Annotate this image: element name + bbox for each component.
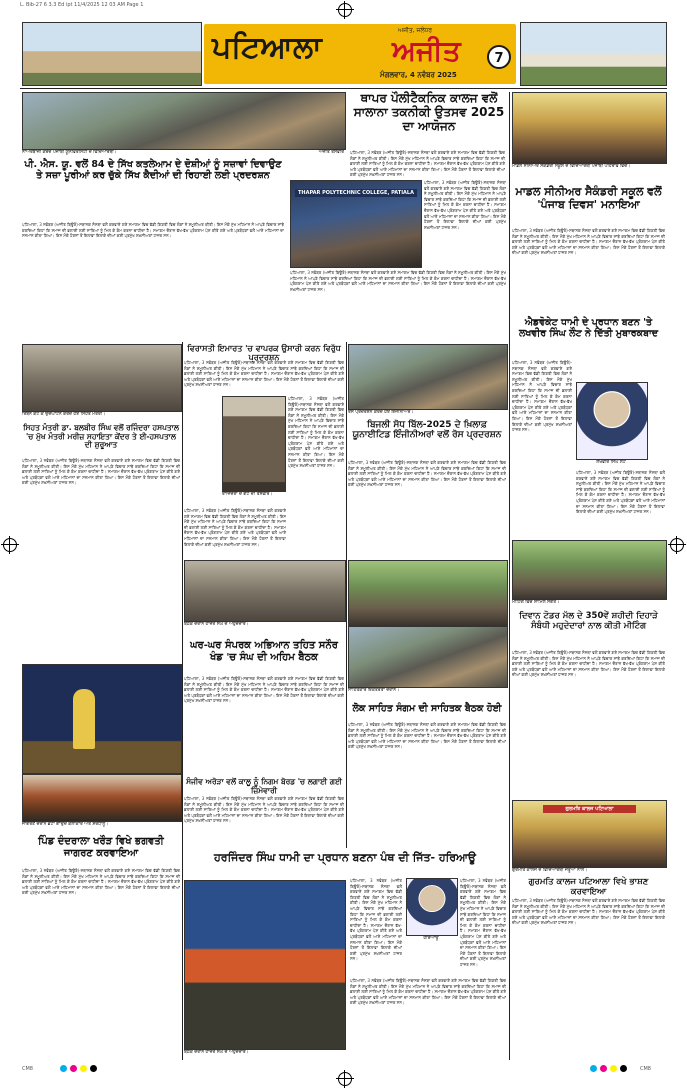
electricity-caption: ਰੋਸ ਪ੍ਰਦਰਸ਼ਨ ਕਰਦੇ ਹੋਏ ਇੰਜੀਨੀਅਰ। <box>348 410 414 415</box>
advocate-dhami-body-1: ਪਟਿਆਲਾ, 3 ਨਵੰਬਰ (ਅਜੀਤ ਬਿਊਰੋ)-ਸਥਾਨਕ ਸੰਸਥਾ ਵਲੋਂ ਕਰਵਾਏ ਗਏ ਸਮਾਗਮ ਵਿਚ ਵੱਡੀ ਗਿਣਤੀ ਵਿਚ ਲੋਕਾਂ ਨੇ ਸ਼ਮੂਲੀਅਤ ਕੀਤੀ। ਇਸ ਮੌਕੇ ਮੁੱਖ ਮਹਿਮਾਨ ਨੇ ਆਪਣੇ ਵਿਚਾਰ ਸਾਂਝੇ ਕਰਦਿਆਂ ਕਿਹਾ ਕਿ ਸਮਾਜ ਦੀ ਭਲਾਈ ਲਈ ਸਾਰਿਆਂ ਨੂੰ ਮਿਲ ਕੇ ਕੰਮ ਕਰਨਾ ਚਾਹੀਦਾ ਹੈ। ਸਮਾਗਮ ਦੌਰਾਨ ਵੱਖ-ਵੱਖ ਪ੍ਰੋਗਰਾਮ ਪੇਸ਼ ਕੀਤੇ ਗਏ ਅਤੇ ਪ੍ਰਬੰਧਕਾਂ ਵਲੋਂ ਆਏ ਮਹਿਮਾਨਾਂ ਦਾ ਸਨਮਾਨ ਕੀਤਾ ਗਿਆ। ਇਸ ਮੌਕੇ ਹੋਰਨਾਂ ਤੋਂ ਇਲਾਵਾ ਇਲਾਕੇ ਦੀਆਂ ਕਈ ਪ੍ਰਮੁੱਖ ਸ਼ਖ਼ਸੀਅਤਾਂ ਹਾਜ਼ਰ ਸਨ। <box>512 360 572 433</box>
registration-mark-top <box>338 3 352 17</box>
sangh-photo <box>184 560 346 622</box>
model-school-body: ਪਟਿਆਲਾ, 3 ਨਵੰਬਰ (ਅਜੀਤ ਬਿਊਰੋ)-ਸਥਾਨਕ ਸੰਸਥਾ ਵਲੋਂ ਕਰਵਾਏ ਗਏ ਸਮਾਗਮ ਵਿਚ ਵੱਡੀ ਗਿਣਤੀ ਵਿਚ ਲੋਕਾਂ ਨੇ ਸ਼ਮੂਲੀਅਤ ਕੀਤੀ। ਇਸ ਮੌਕੇ ਮੁੱਖ ਮਹਿਮਾਨ ਨੇ ਆਪਣੇ ਵਿਚਾਰ ਸਾਂਝੇ ਕਰਦਿਆਂ ਕਿਹਾ ਕਿ ਸਮਾਜ ਦੀ ਭਲਾਈ ਲਈ ਸਾਰਿਆਂ ਨੂੰ ਮਿਲ ਕੇ ਕੰਮ ਕਰਨਾ ਚਾਹੀਦਾ ਹੈ। ਸਮਾਗਮ ਦੌਰਾਨ ਵੱਖ-ਵੱਖ ਪ੍ਰੋਗਰਾਮ ਪੇਸ਼ ਕੀਤੇ ਗਏ ਅਤੇ ਪ੍ਰਬੰਧਕਾਂ ਵਲੋਂ ਆਏ ਮਹਿਮਾਨਾਂ ਦਾ ਸਨਮਾਨ ਕੀਤਾ ਗਿਆ। ਇਸ ਮੌਕੇ ਹੋਰਨਾਂ ਤੋਂ ਇਲਾਵਾ ਇਲਾਕੇ ਦੀਆਂ ਕਈ ਪ੍ਰਮੁੱਖ ਸ਼ਖ਼ਸੀਅਤਾਂ ਹਾਜ਼ਰ ਸਨ। <box>512 228 665 256</box>
footer-code-left: CM8 <box>22 1066 33 1072</box>
sanjeev-arora-body: ਪਟਿਆਲਾ, 3 ਨਵੰਬਰ (ਅਜੀਤ ਬਿਊਰੋ)-ਸਥਾਨਕ ਸੰਸਥਾ ਵਲੋਂ ਕਰਵਾਏ ਗਏ ਸਮਾਗਮ ਵਿਚ ਵੱਡੀ ਗਿਣਤੀ ਵਿਚ ਲੋਕਾਂ ਨੇ ਸ਼ਮੂਲੀਅਤ ਕੀਤੀ। ਇਸ ਮੌਕੇ ਮੁੱਖ ਮਹਿਮਾਨ ਨੇ ਆਪਣੇ ਵਿਚਾਰ ਸਾਂਝੇ ਕਰਦਿਆਂ ਕਿਹਾ ਕਿ ਸਮਾਜ ਦੀ ਭਲਾਈ ਲਈ ਸਾਰਿਆਂ ਨੂੰ ਮਿਲ ਕੇ ਕੰਮ ਕਰਨਾ ਚਾਹੀਦਾ ਹੈ। ਸਮਾਗਮ ਦੌਰਾਨ ਵੱਖ-ਵੱਖ ਪ੍ਰੋਗਰਾਮ ਪੇਸ਼ ਕੀਤੇ ਗਏ ਅਤੇ ਪ੍ਰਬੰਧਕਾਂ ਵਲੋਂ ਆਏ ਮਹਿਮਾਨਾਂ ਦਾ ਸਨਮਾਨ ਕੀਤਾ ਗਿਆ। ਇਸ ਮੌਕੇ ਹੋਰਨਾਂ ਤੋਂ ਇਲਾਵਾ ਇਲਾਕੇ ਦੀਆਂ ਕਈ ਪ੍ਰਮੁੱਖ ਸ਼ਖ਼ਸੀਅਤਾਂ ਹਾਜ਼ਰ ਸਨ। <box>184 796 344 824</box>
advocate-dhami-headline: ਐਡਵੋਕੇਟ ਧਾਮੀ ਦੇ ਪ੍ਰਧਾਨ ਬਣਨ 'ਤੇ ਲਖਵੀਰ ਸਿੰਘ ਲੌਟ ਨੇ ਦਿੱਤੀ ਮੁਬਾਰਕਬਾਦ <box>518 317 659 339</box>
page-number-badge <box>487 45 511 69</box>
lok-sahit-headline: ਲੋਕ ਸਾਹਿਤ ਸੰਗਮ ਦੀ ਸਾਹਿਤਕ ਬੈਠਕ ਹੋਈ <box>352 703 502 714</box>
polytechnic-body-1: ਪਟਿਆਲਾ, 3 ਨਵੰਬਰ (ਅਜੀਤ ਬਿਊਰੋ)-ਸਥਾਨਕ ਸੰਸਥਾ ਵਲੋਂ ਕਰਵਾਏ ਗਏ ਸਮਾਗਮ ਵਿਚ ਵੱਡੀ ਗਿਣਤੀ ਵਿਚ ਲੋਕਾਂ ਨੇ ਸ਼ਮੂਲੀਅਤ ਕੀਤੀ। ਇਸ ਮੌਕੇ ਮੁੱਖ ਮਹਿਮਾਨ ਨੇ ਆਪਣੇ ਵਿਚਾਰ ਸਾਂਝੇ ਕਰਦਿਆਂ ਕਿਹਾ ਕਿ ਸਮਾਜ ਦੀ ਭਲਾਈ ਲਈ ਸਾਰਿਆਂ ਨੂੰ ਮਿਲ ਕੇ ਕੰਮ ਕਰਨਾ ਚਾਹੀਦਾ ਹੈ। ਸਮਾਗਮ ਦੌਰਾਨ ਵੱਖ-ਵੱਖ ਪ੍ਰੋਗਰਾਮ ਪੇਸ਼ ਕੀਤੇ ਗਏ ਅਤੇ ਪ੍ਰਬੰਧਕਾਂ ਵਲੋਂ ਆਏ ਮਹਿਮਾਨਾਂ ਦਾ ਸਨਮਾਨ ਕੀਤਾ ਗਿਆ। ਇਸ ਮੌਕੇ ਹੋਰਨਾਂ ਤੋਂ ਇਲਾਵਾ ਇਲਾਕੇ ਦੀਆਂ ਕਈ ਪ੍ਰਮੁੱਖ ਸ਼ਖ਼ਸੀਅਤਾਂ ਹਾਜ਼ਰ ਸਨ। <box>350 150 505 178</box>
masthead-city: ਪਟਿਆਲਾ <box>212 30 322 65</box>
model-school-caption: ਮਾਡਲ ਸੀਨੀਅਰ ਸੈਕੰਡਰੀ ਸਕੂਲ ਦੇ ਵਿਦਿਆਰਥੀ ਪੰਜਾਬੀ ਪਹਿਰਾਵੇ ਵਿਚ। <box>512 164 631 169</box>
color-swatch-magenta-2 <box>600 1065 607 1072</box>
polytechnic-banner: THAPAR POLYTECHNIC COLLEGE, PATIALA <box>295 189 417 197</box>
gurmat-body: ਪਟਿਆਲਾ, 3 ਨਵੰਬਰ (ਅਜੀਤ ਬਿਊਰੋ)-ਸਥਾਨਕ ਸੰਸਥਾ ਵਲੋਂ ਕਰਵਾਏ ਗਏ ਸਮਾਗਮ ਵਿਚ ਵੱਡੀ ਗਿਣਤੀ ਵਿਚ ਲੋਕਾਂ ਨੇ ਸ਼ਮੂਲੀਅਤ ਕੀਤੀ। ਇਸ ਮੌਕੇ ਮੁੱਖ ਮਹਿਮਾਨ ਨੇ ਆਪਣੇ ਵਿਚਾਰ ਸਾਂਝੇ ਕਰਦਿਆਂ ਕਿਹਾ ਕਿ ਸਮਾਜ ਦੀ ਭਲਾਈ ਲਈ ਸਾਰਿਆਂ ਨੂੰ ਮਿਲ ਕੇ ਕੰਮ ਕਰਨਾ ਚਾਹੀਦਾ ਹੈ। ਸਮਾਗਮ ਦੌਰਾਨ ਵੱਖ-ਵੱਖ ਪ੍ਰੋਗਰਾਮ ਪੇਸ਼ ਕੀਤੇ ਗਏ ਅਤੇ ਪ੍ਰਬੰਧਕਾਂ ਵਲੋਂ ਆਏ ਮਹਿਮਾਨਾਂ ਦਾ ਸਨਮਾਨ ਕੀਤਾ ਗਿਆ। ਇਸ ਮੌਕੇ ਹੋਰਨਾਂ ਤੋਂ ਇਲਾਵਾ ਇਲਾਕੇ ਦੀਆਂ ਕਈ ਪ੍ਰਮੁੱਖ ਸ਼ਖ਼ਸੀਅਤਾਂ ਹਾਜ਼ਰ ਸਨ। <box>512 898 665 926</box>
polytechnic-headline: ਥਾਪਰ ਪੌਲੀਟੈਕਨਿਕ ਕਾਲਜ ਵਲੋਂ ਸਾਲਾਨਾ ਤਕਨੀਕੀ ਉਤਸਵ 2025 ਦਾ ਆਯੋਜਨ <box>353 91 505 133</box>
model-school-photo <box>512 92 667 164</box>
protest-body: ਪਟਿਆਲਾ, 3 ਨਵੰਬਰ (ਅਜੀਤ ਬਿਊਰੋ)-ਸਥਾਨਕ ਸੰਸਥਾ ਵਲੋਂ ਕਰਵਾਏ ਗਏ ਸਮਾਗਮ ਵਿਚ ਵੱਡੀ ਗਿਣਤੀ ਵਿਚ ਲੋਕਾਂ ਨੇ ਸ਼ਮੂਲੀਅਤ ਕੀਤੀ। ਇਸ ਮੌਕੇ ਮੁੱਖ ਮਹਿਮਾਨ ਨੇ ਆਪਣੇ ਵਿਚਾਰ ਸਾਂਝੇ ਕਰਦਿਆਂ ਕਿਹਾ ਕਿ ਸਮਾਜ ਦੀ ਭਲਾਈ ਲਈ ਸਾਰਿਆਂ ਨੂੰ ਮਿਲ ਕੇ ਕੰਮ ਕਰਨਾ ਚਾਹੀਦਾ ਹੈ। ਸਮਾਗਮ ਦੌਰਾਨ ਵੱਖ-ਵੱਖ ਪ੍ਰੋਗਰਾਮ ਪੇਸ਼ ਕੀਤੇ ਗਏ ਅਤੇ ਪ੍ਰਬੰਧਕਾਂ ਵਲੋਂ ਆਏ ਮਹਿਮਾਨਾਂ ਦਾ ਸਨਮਾਨ ਕੀਤਾ ਗਿਆ। ਇਸ ਮੌਕੇ ਹੋਰਨਾਂ ਤੋਂ ਇਲਾਵਾ ਇਲਾਕੇ ਦੀਆਂ ਕਈ ਪ੍ਰਮੁੱਖ ਸ਼ਖ਼ਸੀਅਤਾਂ ਹਾਜ਼ਰ ਸਨ। <box>22 222 284 239</box>
advocate-dhami-body-2: ਪਟਿਆਲਾ, 3 ਨਵੰਬਰ (ਅਜੀਤ ਬਿਊਰੋ)-ਸਥਾਨਕ ਸੰਸਥਾ ਵਲੋਂ ਕਰਵਾਏ ਗਏ ਸਮਾਗਮ ਵਿਚ ਵੱਡੀ ਗਿਣਤੀ ਵਿਚ ਲੋਕਾਂ ਨੇ ਸ਼ਮੂਲੀਅਤ ਕੀਤੀ। ਇਸ ਮੌਕੇ ਮੁੱਖ ਮਹਿਮਾਨ ਨੇ ਆਪਣੇ ਵਿਚਾਰ ਸਾਂਝੇ ਕਰਦਿਆਂ ਕਿਹਾ ਕਿ ਸਮਾਜ ਦੀ ਭਲਾਈ ਲਈ ਸਾਰਿਆਂ ਨੂੰ ਮਿਲ ਕੇ ਕੰਮ ਕਰਨਾ ਚਾਹੀਦਾ ਹੈ। ਸਮਾਗਮ ਦੌਰਾਨ ਵੱਖ-ਵੱਖ ਪ੍ਰੋਗਰਾਮ ਪੇਸ਼ ਕੀਤੇ ਗਏ ਅਤੇ ਪ੍ਰਬੰਧਕਾਂ ਵਲੋਂ ਆਏ ਮਹਿਮਾਨਾਂ ਦਾ ਸਨਮਾਨ ਕੀਤਾ ਗਿਆ। ਇਸ ਮੌਕੇ ਹੋਰਨਾਂ ਤੋਂ ਇਲਾਵਾ ਇਲਾਕੇ ਦੀਆਂ ਕਈ ਪ੍ਰਮੁੱਖ ਸ਼ਖ਼ਸੀਅਤਾਂ ਹਾਜ਼ਰ ਸਨ। <box>576 470 665 515</box>
electricity-body: ਪਟਿਆਲਾ, 3 ਨਵੰਬਰ (ਅਜੀਤ ਬਿਊਰੋ)-ਸਥਾਨਕ ਸੰਸਥਾ ਵਲੋਂ ਕਰਵਾਏ ਗਏ ਸਮਾਗਮ ਵਿਚ ਵੱਡੀ ਗਿਣਤੀ ਵਿਚ ਲੋਕਾਂ ਨੇ ਸ਼ਮੂਲੀਅਤ ਕੀਤੀ। ਇਸ ਮੌਕੇ ਮੁੱਖ ਮਹਿਮਾਨ ਨੇ ਆਪਣੇ ਵਿਚਾਰ ਸਾਂਝੇ ਕਰਦਿਆਂ ਕਿਹਾ ਕਿ ਸਮਾਜ ਦੀ ਭਲਾਈ ਲਈ ਸਾਰਿਆਂ ਨੂੰ ਮਿਲ ਕੇ ਕੰਮ ਕਰਨਾ ਚਾਹੀਦਾ ਹੈ। ਸਮਾਗਮ ਦੌਰਾਨ ਵੱਖ-ਵੱਖ ਪ੍ਰੋਗਰਾਮ ਪੇਸ਼ ਕੀਤੇ ਗਏ ਅਤੇ ਪ੍ਰਬੰਧਕਾਂ ਵਲੋਂ ਆਏ ਮਹਿਮਾਨਾਂ ਦਾ ਸਨਮਾਨ ਕੀਤਾ ਗਿਆ। ਇਸ ਮੌਕੇ ਹੋਰਨਾਂ ਤੋਂ ਇਲਾਵਾ ਇਲਾਕੇ ਦੀਆਂ ਕਈ ਪ੍ਰਮੁੱਖ ਸ਼ਖ਼ਸੀਅਤਾਂ ਹਾਜ਼ਰ ਸਨ। <box>348 460 506 488</box>
celebration-photo <box>184 880 346 1050</box>
heritage-body-3: ਪਟਿਆਲਾ, 3 ਨਵੰਬਰ (ਅਜੀਤ ਬਿਊਰੋ)-ਸਥਾਨਕ ਸੰਸਥਾ ਵਲੋਂ ਕਰਵਾਏ ਗਏ ਸਮਾਗਮ ਵਿਚ ਵੱਡੀ ਗਿਣਤੀ ਵਿਚ ਲੋਕਾਂ ਨੇ ਸ਼ਮੂਲੀਅਤ ਕੀਤੀ। ਇਸ ਮੌਕੇ ਮੁੱਖ ਮਹਿਮਾਨ ਨੇ ਆਪਣੇ ਵਿਚਾਰ ਸਾਂਝੇ ਕਰਦਿਆਂ ਕਿਹਾ ਕਿ ਸਮਾਜ ਦੀ ਭਲਾਈ ਲਈ ਸਾਰਿਆਂ ਨੂੰ ਮਿਲ ਕੇ ਕੰਮ ਕਰਨਾ ਚਾਹੀਦਾ ਹੈ। ਸਮਾਗਮ ਦੌਰਾਨ ਵੱਖ-ਵੱਖ ਪ੍ਰੋਗਰਾਮ ਪੇਸ਼ ਕੀਤੇ ਗਏ ਅਤੇ ਪ੍ਰਬੰਧਕਾਂ ਵਲੋਂ ਆਏ ਮਹਿਮਾਨਾਂ ਦਾ ਸਨਮਾਨ ਕੀਤਾ ਗਿਆ। ਇਸ ਮੌਕੇ ਹੋਰਨਾਂ ਤੋਂ ਇਲਾਵਾ ਇਲਾਕੇ ਦੀਆਂ ਕਈ ਪ੍ਰਮੁੱਖ ਸ਼ਖ਼ਸੀਅਤਾਂ ਹਾਜ਼ਰ ਸਨ। <box>184 508 286 547</box>
hariau-caption: ਹਰਿਆਊ <box>423 936 439 941</box>
model-school-headline: ਮਾਡਲ ਸੀਨੀਅਰ ਸੈਕੰਡਰੀ ਸਕੂਲ ਵਲੋਂ 'ਪੰਜਾਬ ਦਿਵਸ' ਮਨਾਇਆ <box>515 185 662 211</box>
heritage-photo <box>222 396 286 492</box>
registration-mark-bottom <box>338 1072 352 1086</box>
masthead-photo-palace <box>22 22 202 86</box>
harjinder-dhami-body-2: ਪਟਿਆਲਾ, 3 ਨਵੰਬਰ (ਅਜੀਤ ਬਿਊਰੋ)-ਸਥਾਨਕ ਸੰਸਥਾ ਵਲੋਂ ਕਰਵਾਏ ਗਏ ਸਮਾਗਮ ਵਿਚ ਵੱਡੀ ਗਿਣਤੀ ਵਿਚ ਲੋਕਾਂ ਨੇ ਸ਼ਮੂਲੀਅਤ ਕੀਤੀ। ਇਸ ਮੌਕੇ ਮੁੱਖ ਮਹਿਮਾਨ ਨੇ ਆਪਣੇ ਵਿਚਾਰ ਸਾਂਝੇ ਕਰਦਿਆਂ ਕਿਹਾ ਕਿ ਸਮਾਜ ਦੀ ਭਲਾਈ ਲਈ ਸਾਰਿਆਂ ਨੂੰ ਮਿਲ ਕੇ ਕੰਮ ਕਰਨਾ ਚਾਹੀਦਾ ਹੈ। ਸਮਾਗਮ ਦੌਰਾਨ ਵੱਖ-ਵੱਖ ਪ੍ਰੋਗਰਾਮ ਪੇਸ਼ ਕੀਤੇ ਗਏ ਅਤੇ ਪ੍ਰਬੰਧਕਾਂ ਵਲੋਂ ਆਏ ਮਹਿਮਾਨਾਂ ਦਾ ਸਨਮਾਨ ਕੀਤਾ ਗਿਆ। ਇਸ ਮੌਕੇ ਹੋਰਨਾਂ ਤੋਂ ਇਲਾਵਾ ਇਲਾਕੇ ਦੀਆਂ ਕਈ ਪ੍ਰਮੁੱਖ ਸ਼ਖ਼ਸੀਅਤਾਂ ਹਾਜ਼ਰ ਸਨ। <box>460 878 506 967</box>
diwan-body: ਪਟਿਆਲਾ, 3 ਨਵੰਬਰ (ਅਜੀਤ ਬਿਊਰੋ)-ਸਥਾਨਕ ਸੰਸਥਾ ਵਲੋਂ ਕਰਵਾਏ ਗਏ ਸਮਾਗਮ ਵਿਚ ਵੱਡੀ ਗਿਣਤੀ ਵਿਚ ਲੋਕਾਂ ਨੇ ਸ਼ਮੂਲੀਅਤ ਕੀਤੀ। ਇਸ ਮੌਕੇ ਮੁੱਖ ਮਹਿਮਾਨ ਨੇ ਆਪਣੇ ਵਿਚਾਰ ਸਾਂਝੇ ਕਰਦਿਆਂ ਕਿਹਾ ਕਿ ਸਮਾਜ ਦੀ ਭਲਾਈ ਲਈ ਸਾਰਿਆਂ ਨੂੰ ਮਿਲ ਕੇ ਕੰਮ ਕਰਨਾ ਚਾਹੀਦਾ ਹੈ। ਸਮਾਗਮ ਦੌਰਾਨ ਵੱਖ-ਵੱਖ ਪ੍ਰੋਗਰਾਮ ਪੇਸ਼ ਕੀਤੇ ਗਏ ਅਤੇ ਪ੍ਰਬੰਧਕਾਂ ਵਲੋਂ ਆਏ ਮਹਿਮਾਨਾਂ ਦਾ ਸਨਮਾਨ ਕੀਤਾ ਗਿਆ। ਇਸ ਮੌਕੇ ਹੋਰਨਾਂ ਤੋਂ ਇਲਾਵਾ ਇਲਾਕੇ ਦੀਆਂ ਕਈ ਪ੍ਰਮੁੱਖ ਸ਼ਖ਼ਸੀਅਤਾਂ ਹਾਜ਼ਰ ਸਨ। <box>512 650 665 678</box>
protest-caption: ਨਾਅਰੇਬਾਜ਼ੀ ਕਰਦੇ ਪੰਜਾਬੀ ਯੂਨੀਵਰਸਿਟੀ ਦੇ ਵਿਦਿਆਰਥੀ। <box>22 150 117 155</box>
sangh-body: ਪਟਿਆਲਾ, 3 ਨਵੰਬਰ (ਅਜੀਤ ਬਿਊਰੋ)-ਸਥਾਨਕ ਸੰਸਥਾ ਵਲੋਂ ਕਰਵਾਏ ਗਏ ਸਮਾਗਮ ਵਿਚ ਵੱਡੀ ਗਿਣਤੀ ਵਿਚ ਲੋਕਾਂ ਨੇ ਸ਼ਮੂਲੀਅਤ ਕੀਤੀ। ਇਸ ਮੌਕੇ ਮੁੱਖ ਮਹਿਮਾਨ ਨੇ ਆਪਣੇ ਵਿਚਾਰ ਸਾਂਝੇ ਕਰਦਿਆਂ ਕਿਹਾ ਕਿ ਸਮਾਜ ਦੀ ਭਲਾਈ ਲਈ ਸਾਰਿਆਂ ਨੂੰ ਮਿਲ ਕੇ ਕੰਮ ਕਰਨਾ ਚਾਹੀਦਾ ਹੈ। ਸਮਾਗਮ ਦੌਰਾਨ ਵੱਖ-ਵੱਖ ਪ੍ਰੋਗਰਾਮ ਪੇਸ਼ ਕੀਤੇ ਗਏ ਅਤੇ ਪ੍ਰਬੰਧਕਾਂ ਵਲੋਂ ਆਏ ਮਹਿਮਾਨਾਂ ਦਾ ਸਨਮਾਨ ਕੀਤਾ ਗਿਆ। ਇਸ ਮੌਕੇ ਹੋਰਨਾਂ ਤੋਂ ਇਲਾਵਾ ਇਲਾਕੇ ਦੀਆਂ ਕਈ ਪ੍ਰਮੁੱਖ ਸ਼ਖ਼ਸੀਅਤਾਂ ਹਾਜ਼ਰ ਸਨ। <box>184 676 344 704</box>
gurmat-headline: ਗੁਰਮਤਿ ਕਾਲਜ ਪਟਿਆਲਾ ਵਿਖੇ ਭਾਸ਼ਣ ਕਰਵਾਇਆ <box>528 877 649 897</box>
color-swatch-cyan <box>60 1065 67 1072</box>
health-minister-body: ਪਟਿਆਲਾ, 3 ਨਵੰਬਰ (ਅਜੀਤ ਬਿਊਰੋ)-ਸਥਾਨਕ ਸੰਸਥਾ ਵਲੋਂ ਕਰਵਾਏ ਗਏ ਸਮਾਗਮ ਵਿਚ ਵੱਡੀ ਗਿਣਤੀ ਵਿਚ ਲੋਕਾਂ ਨੇ ਸ਼ਮੂਲੀਅਤ ਕੀਤੀ। ਇਸ ਮੌਕੇ ਮੁੱਖ ਮਹਿਮਾਨ ਨੇ ਆਪਣੇ ਵਿਚਾਰ ਸਾਂਝੇ ਕਰਦਿਆਂ ਕਿਹਾ ਕਿ ਸਮਾਜ ਦੀ ਭਲਾਈ ਲਈ ਸਾਰਿਆਂ ਨੂੰ ਮਿਲ ਕੇ ਕੰਮ ਕਰਨਾ ਚਾਹੀਦਾ ਹੈ। ਸਮਾਗਮ ਦੌਰਾਨ ਵੱਖ-ਵੱਖ ਪ੍ਰੋਗਰਾਮ ਪੇਸ਼ ਕੀਤੇ ਗਏ ਅਤੇ ਪ੍ਰਬੰਧਕਾਂ ਵਲੋਂ ਆਏ ਮਹਿਮਾਨਾਂ ਦਾ ਸਨਮਾਨ ਕੀਤਾ ਗਿਆ। ਇਸ ਮੌਕੇ ਹੋਰਨਾਂ ਤੋਂ ਇਲਾਵਾ ਇਲਾਕੇ ਦੀਆਂ ਕਈ ਪ੍ਰਮੁੱਖ ਸ਼ਖ਼ਸੀਅਤਾਂ ਹਾਜ਼ਰ ਸਨ। <box>22 458 180 486</box>
lok-sahit-photo-1 <box>348 560 508 626</box>
print-slug: L. Bib-27 6 3.3 Ed ipt 11/4/2025 12 03 AM Page 1 <box>20 2 144 8</box>
harjinder-dhami-body-3: ਪਟਿਆਲਾ, 3 ਨਵੰਬਰ (ਅਜੀਤ ਬਿਊਰੋ)-ਸਥਾਨਕ ਸੰਸਥਾ ਵਲੋਂ ਕਰਵਾਏ ਗਏ ਸਮਾਗਮ ਵਿਚ ਵੱਡੀ ਗਿਣਤੀ ਵਿਚ ਲੋਕਾਂ ਨੇ ਸ਼ਮੂਲੀਅਤ ਕੀਤੀ। ਇਸ ਮੌਕੇ ਮੁੱਖ ਮਹਿਮਾਨ ਨੇ ਆਪਣੇ ਵਿਚਾਰ ਸਾਂਝੇ ਕਰਦਿਆਂ ਕਿਹਾ ਕਿ ਸਮਾਜ ਦੀ ਭਲਾਈ ਲਈ ਸਾਰਿਆਂ ਨੂੰ ਮਿਲ ਕੇ ਕੰਮ ਕਰਨਾ ਚਾਹੀਦਾ ਹੈ। ਸਮਾਗਮ ਦੌਰਾਨ ਵੱਖ-ਵੱਖ ਪ੍ਰੋਗਰਾਮ ਪੇਸ਼ ਕੀਤੇ ਗਏ ਅਤੇ ਪ੍ਰਬੰਧਕਾਂ ਵਲੋਂ ਆਏ ਮਹਿਮਾਨਾਂ ਦਾ ਸਨਮਾਨ ਕੀਤਾ ਗਿਆ। ਇਸ ਮੌਕੇ ਹੋਰਨਾਂ ਤੋਂ ਇਲਾਵਾ ਇਲਾਕੇ ਦੀਆਂ ਕਈ ਪ੍ਰਮੁੱਖ ਸ਼ਖ਼ਸੀਅਤਾਂ ਹਾਜ਼ਰ ਸਨ। <box>350 978 506 1006</box>
gurmat-photo <box>512 800 667 868</box>
diwan-headline: ਦਿਵਾਨ ਟੋਡਰ ਮੱਲ ਦੇ 350ਵੇਂ ਸ਼ਹੀਦੀ ਦਿਹਾੜੇ ਸੰਬੰਧੀ ਮਹੁਦੇਦਾਰਾਂ ਨਾਲ ਕੀਤੀ ਮੀਟਿੰਗ <box>519 611 658 631</box>
harjinder-dhami-body-1: ਪਟਿਆਲਾ, 3 ਨਵੰਬਰ (ਅਜੀਤ ਬਿਊਰੋ)-ਸਥਾਨਕ ਸੰਸਥਾ ਵਲੋਂ ਕਰਵਾਏ ਗਏ ਸਮਾਗਮ ਵਿਚ ਵੱਡੀ ਗਿਣਤੀ ਵਿਚ ਲੋਕਾਂ ਨੇ ਸ਼ਮੂਲੀਅਤ ਕੀਤੀ। ਇਸ ਮੌਕੇ ਮੁੱਖ ਮਹਿਮਾਨ ਨੇ ਆਪਣੇ ਵਿਚਾਰ ਸਾਂਝੇ ਕਰਦਿਆਂ ਕਿਹਾ ਕਿ ਸਮਾਜ ਦੀ ਭਲਾਈ ਲਈ ਸਾਰਿਆਂ ਨੂੰ ਮਿਲ ਕੇ ਕੰਮ ਕਰਨਾ ਚਾਹੀਦਾ ਹੈ। ਸਮਾਗਮ ਦੌਰਾਨ ਵੱਖ-ਵੱਖ ਪ੍ਰੋਗਰਾਮ ਪੇਸ਼ ਕੀਤੇ ਗਏ ਅਤੇ ਪ੍ਰਬੰਧਕਾਂ ਵਲੋਂ ਆਏ ਮਹਿਮਾਨਾਂ ਦਾ ਸਨਮਾਨ ਕੀਤਾ ਗਿਆ। ਇਸ ਮੌਕੇ ਹੋਰਨਾਂ ਤੋਂ ਇਲਾਵਾ ਇਲਾਕੇ ਦੀਆਂ ਕਈ ਪ੍ਰਮੁੱਖ ਸ਼ਖ਼ਸੀਅਤਾਂ ਹਾਜ਼ਰ ਸਨ। <box>350 878 402 962</box>
health-minister-photo <box>22 344 182 412</box>
color-swatch-cyan-2 <box>590 1065 597 1072</box>
jagran-body: ਪਟਿਆਲਾ, 3 ਨਵੰਬਰ (ਅਜੀਤ ਬਿਊਰੋ)-ਸਥਾਨਕ ਸੰਸਥਾ ਵਲੋਂ ਕਰਵਾਏ ਗਏ ਸਮਾਗਮ ਵਿਚ ਵੱਡੀ ਗਿਣਤੀ ਵਿਚ ਲੋਕਾਂ ਨੇ ਸ਼ਮੂਲੀਅਤ ਕੀਤੀ। ਇਸ ਮੌਕੇ ਮੁੱਖ ਮਹਿਮਾਨ ਨੇ ਆਪਣੇ ਵਿਚਾਰ ਸਾਂਝੇ ਕਰਦਿਆਂ ਕਿਹਾ ਕਿ ਸਮਾਜ ਦੀ ਭਲਾਈ ਲਈ ਸਾਰਿਆਂ ਨੂੰ ਮਿਲ ਕੇ ਕੰਮ ਕਰਨਾ ਚਾਹੀਦਾ ਹੈ। ਸਮਾਗਮ ਦੌਰਾਨ ਵੱਖ-ਵੱਖ ਪ੍ਰੋਗਰਾਮ ਪੇਸ਼ ਕੀਤੇ ਗਏ ਅਤੇ ਪ੍ਰਬੰਧਕਾਂ ਵਲੋਂ ਆਏ ਮਹਿਮਾਨਾਂ ਦਾ ਸਨਮਾਨ ਕੀਤਾ ਗਿਆ। ਇਸ ਮੌਕੇ ਹੋਰਨਾਂ ਤੋਂ ਇਲਾਵਾ ਇਲਾਕੇ ਦੀਆਂ ਕਈ ਪ੍ਰਮੁੱਖ ਸ਼ਖ਼ਸੀਅਤਾਂ ਹਾਜ਼ਰ ਸਨ। <box>22 868 180 896</box>
color-swatch-black <box>90 1065 97 1072</box>
lakhvir-caption: ਲਖਵੀਰ ਸਿੰਘ ਲੌਟ <box>596 460 626 465</box>
registration-mark-left <box>3 538 17 552</box>
color-swatch-black-2 <box>620 1065 627 1072</box>
celebration-caption: ਬੈਠਕ ਦੌਰਾਨ ਹਾਜ਼ਰ ਸੰਘ ਦੇ ਅਹੁਦੇਦਾਰ। <box>184 1050 249 1055</box>
lok-sahit-photo-2 <box>348 626 508 688</box>
jagran-headline: ਪਿੰਡ ਦੰਦਰਾਲਾ ਖਰੌੜ ਵਿਖੇ ਭਗਵਤੀ ਜਾਗਰਣ ਕਰਵਾਇਆ <box>38 836 164 859</box>
jagran-crowd-photo <box>22 774 182 822</box>
color-swatch-yellow-2 <box>610 1065 617 1072</box>
lok-sahit-caption: ਸਾਹਿਤਕਾਰ ਇਕੱਤਰਤਾ ਦੌਰਾਨ। <box>348 688 400 693</box>
sanjeev-arora-headline: ਸੰਜੀਵ ਅਰੋੜਾ ਵਲੋਂ ਕਾਲੂ ਨੂੰ ਨਿਗਮ ਬੋਰਡ 'ਚ ਲਗਾਈ ਗਈ ਜ਼ਿੰਮੇਵਾਰੀ <box>186 777 342 795</box>
color-swatch-magenta <box>70 1065 77 1072</box>
jagran-singer <box>73 689 95 749</box>
masthead-edition: ਅਜੀਤ, ਜਲੰਧਰ <box>398 27 433 34</box>
protest-credit: ਅਜੀਤ ਤਸਵੀਰ <box>318 150 344 155</box>
polytechnic-photo <box>290 180 422 268</box>
column-rule-3 <box>509 92 510 1060</box>
sangh-caption: ਬੈਠਕ ਦੌਰਾਨ ਹਾਜ਼ਰ ਸੰਘ ਦੇ ਅਹੁਦੇਦਾਰ। <box>184 622 249 627</box>
masthead-rule <box>20 88 667 89</box>
polytechnic-body-2: ਪਟਿਆਲਾ, 3 ਨਵੰਬਰ (ਅਜੀਤ ਬਿਊਰੋ)-ਸਥਾਨਕ ਸੰਸਥਾ ਵਲੋਂ ਕਰਵਾਏ ਗਏ ਸਮਾਗਮ ਵਿਚ ਵੱਡੀ ਗਿਣਤੀ ਵਿਚ ਲੋਕਾਂ ਨੇ ਸ਼ਮੂਲੀਅਤ ਕੀਤੀ। ਇਸ ਮੌਕੇ ਮੁੱਖ ਮਹਿਮਾਨ ਨੇ ਆਪਣੇ ਵਿਚਾਰ ਸਾਂਝੇ ਕਰਦਿਆਂ ਕਿਹਾ ਕਿ ਸਮਾਜ ਦੀ ਭਲਾਈ ਲਈ ਸਾਰਿਆਂ ਨੂੰ ਮਿਲ ਕੇ ਕੰਮ ਕਰਨਾ ਚਾਹੀਦਾ ਹੈ। ਸਮਾਗਮ ਦੌਰਾਨ ਵੱਖ-ਵੱਖ ਪ੍ਰੋਗਰਾਮ ਪੇਸ਼ ਕੀਤੇ ਗਏ ਅਤੇ ਪ੍ਰਬੰਧਕਾਂ ਵਲੋਂ ਆਏ ਮਹਿਮਾਨਾਂ ਦਾ ਸਨਮਾਨ ਕੀਤਾ ਗਿਆ। ਇਸ ਮੌਕੇ ਹੋਰਨਾਂ ਤੋਂ ਇਲਾਵਾ ਇਲਾਕੇ ਦੀਆਂ ਕਈ ਪ੍ਰਮੁੱਖ ਸ਼ਖ਼ਸੀਅਤਾਂ ਹਾਜ਼ਰ ਸਨ। <box>424 180 506 230</box>
diwan-caption: ਮੀਟਿੰਗ ਵਿਚ ਸ਼ਾਮਿਲ ਸੰਗਤ। <box>512 600 560 605</box>
footer-code-right: CM8 <box>640 1066 651 1072</box>
health-minister-headline: ਸਿਹਤ ਮੰਤਰੀ ਡਾ. ਬਲਬੀਰ ਸਿੰਘ ਵਲੋਂ ਰਜਿੰਦਰਾ ਹਸਪਤਾਲ 'ਚ ਮੁੱਖ ਮੰਤਰੀ ਮਰੀਜ਼ ਸਹਾਇਤਾ ਕੇਂਦਰ ਤੇ ਈ-ਹਸਪਤਾਲ ਦੀ ਸ਼ੁਰੂਆਤ <box>23 423 179 450</box>
heritage-headline: ਵਿਰਾਸਤੀ ਇਮਾਰਤ 'ਚ ਵਾਪਰਕ ਉਸਾਰੀ ਕਰਨ ਵਿਰੁੱਧ ਪ੍ਰਦਰਸ਼ਨ <box>187 344 341 363</box>
protest-photo <box>22 92 346 150</box>
protest-headline: ਪੀ. ਐਸ. ਯੂ. ਵਲੋਂ 84 ਦੇ ਸਿੱਖ ਕਤਲੇਆਮ ਦੇ ਦੋਸ਼ੀਆਂ ਨੂੰ ਸਜ਼ਾਵਾਂ ਦਿਵਾਉਣ ਤੇ ਸਜ਼ਾ ਪੂਰੀਆਂ ਕਰ ਚੁੱਕੇ ਸਿੱਖ ਕੈਦੀਆਂ ਦੀ ਰਿਹਾਈ ਲਈ ਪ੍ਰਦਰਸ਼ਨ <box>24 159 282 181</box>
sangh-headline: ਘਰ-ਘਰ ਸੰਪਰਕ ਅਭਿਆਨ ਤਹਿਤ ਸਨੌਰ ਖੰਡ 'ਚ ਸੰਘ ਦੀ ਅਹਿਮ ਬੈਠਕ <box>190 640 338 663</box>
jagran-caption: ਜਾਗਰਣ ਦੌਰਾਨ ਭੇਟਾਂ ਗਾਉਂਦੇ ਕਲਾਕਾਰ ਅਤੇ ਸ਼ਰਧਾਲੂ। <box>22 822 109 827</box>
electricity-photo <box>348 344 508 410</box>
registration-mark-right <box>670 538 684 552</box>
column-rule-2 <box>346 342 347 848</box>
polytechnic-body-3: ਪਟਿਆਲਾ, 3 ਨਵੰਬਰ (ਅਜੀਤ ਬਿਊਰੋ)-ਸਥਾਨਕ ਸੰਸਥਾ ਵਲੋਂ ਕਰਵਾਏ ਗਏ ਸਮਾਗਮ ਵਿਚ ਵੱਡੀ ਗਿਣਤੀ ਵਿਚ ਲੋਕਾਂ ਨੇ ਸ਼ਮੂਲੀਅਤ ਕੀਤੀ। ਇਸ ਮੌਕੇ ਮੁੱਖ ਮਹਿਮਾਨ ਨੇ ਆਪਣੇ ਵਿਚਾਰ ਸਾਂਝੇ ਕਰਦਿਆਂ ਕਿਹਾ ਕਿ ਸਮਾਜ ਦੀ ਭਲਾਈ ਲਈ ਸਾਰਿਆਂ ਨੂੰ ਮਿਲ ਕੇ ਕੰਮ ਕਰਨਾ ਚਾਹੀਦਾ ਹੈ। ਸਮਾਗਮ ਦੌਰਾਨ ਵੱਖ-ਵੱਖ ਪ੍ਰੋਗਰਾਮ ਪੇਸ਼ ਕੀਤੇ ਗਏ ਅਤੇ ਪ੍ਰਬੰਧਕਾਂ ਵਲੋਂ ਆਏ ਮਹਿਮਾਨਾਂ ਦਾ ਸਨਮਾਨ ਕੀਤਾ ਗਿਆ। ਇਸ ਮੌਕੇ ਹੋਰਨਾਂ ਤੋਂ ਇਲਾਵਾ ਇਲਾਕੇ ਦੀਆਂ ਕਈ ਪ੍ਰਮੁੱਖ ਸ਼ਖ਼ਸੀਅਤਾਂ ਹਾਜ਼ਰ ਸਨ। <box>290 270 506 292</box>
jagran-stage-photo <box>22 664 182 774</box>
harjinder-dhami-headline: ਹਰਜਿੰਦਰ ਸਿੰਘ ਧਾਮੀ ਦਾ ਪ੍ਰਧਾਨ ਬਣਨਾ ਪੰਥ ਦੀ ਜਿੱਤ- ਹਰਿਆਊ <box>214 851 476 864</box>
column-rule-1 <box>182 342 183 1060</box>
gurmat-banner: ਗੁਰਮਤਿ ਕਾਲਜ ਪਟਿਆਲਾ <box>543 805 636 813</box>
lok-sahit-body: ਪਟਿਆਲਾ, 3 ਨਵੰਬਰ (ਅਜੀਤ ਬਿਊਰੋ)-ਸਥਾਨਕ ਸੰਸਥਾ ਵਲੋਂ ਕਰਵਾਏ ਗਏ ਸਮਾਗਮ ਵਿਚ ਵੱਡੀ ਗਿਣਤੀ ਵਿਚ ਲੋਕਾਂ ਨੇ ਸ਼ਮੂਲੀਅਤ ਕੀਤੀ। ਇਸ ਮੌਕੇ ਮੁੱਖ ਮਹਿਮਾਨ ਨੇ ਆਪਣੇ ਵਿਚਾਰ ਸਾਂਝੇ ਕਰਦਿਆਂ ਕਿਹਾ ਕਿ ਸਮਾਜ ਦੀ ਭਲਾਈ ਲਈ ਸਾਰਿਆਂ ਨੂੰ ਮਿਲ ਕੇ ਕੰਮ ਕਰਨਾ ਚਾਹੀਦਾ ਹੈ। ਸਮਾਗਮ ਦੌਰਾਨ ਵੱਖ-ਵੱਖ ਪ੍ਰੋਗਰਾਮ ਪੇਸ਼ ਕੀਤੇ ਗਏ ਅਤੇ ਪ੍ਰਬੰਧਕਾਂ ਵਲੋਂ ਆਏ ਮਹਿਮਾਨਾਂ ਦਾ ਸਨਮਾਨ ਕੀਤਾ ਗਿਆ। ਇਸ ਮੌਕੇ ਹੋਰਨਾਂ ਤੋਂ ਇਲਾਵਾ ਇਲਾਕੇ ਦੀਆਂ ਕਈ ਪ੍ਰਮੁੱਖ ਸ਼ਖ਼ਸੀਅਤਾਂ ਹਾਜ਼ਰ ਸਨ। <box>348 722 506 750</box>
masthead-paper-name: ਅਜੀਤ <box>392 34 461 67</box>
lakhvir-portrait <box>576 382 648 460</box>
heritage-body-1: ਪਟਿਆਲਾ, 3 ਨਵੰਬਰ (ਅਜੀਤ ਬਿਊਰੋ)-ਸਥਾਨਕ ਸੰਸਥਾ ਵਲੋਂ ਕਰਵਾਏ ਗਏ ਸਮਾਗਮ ਵਿਚ ਵੱਡੀ ਗਿਣਤੀ ਵਿਚ ਲੋਕਾਂ ਨੇ ਸ਼ਮੂਲੀਅਤ ਕੀਤੀ। ਇਸ ਮੌਕੇ ਮੁੱਖ ਮਹਿਮਾਨ ਨੇ ਆਪਣੇ ਵਿਚਾਰ ਸਾਂਝੇ ਕਰਦਿਆਂ ਕਿਹਾ ਕਿ ਸਮਾਜ ਦੀ ਭਲਾਈ ਲਈ ਸਾਰਿਆਂ ਨੂੰ ਮਿਲ ਕੇ ਕੰਮ ਕਰਨਾ ਚਾਹੀਦਾ ਹੈ। ਸਮਾਗਮ ਦੌਰਾਨ ਵੱਖ-ਵੱਖ ਪ੍ਰੋਗਰਾਮ ਪੇਸ਼ ਕੀਤੇ ਗਏ ਅਤੇ ਪ੍ਰਬੰਧਕਾਂ ਵਲੋਂ ਆਏ ਮਹਿਮਾਨਾਂ ਦਾ ਸਨਮਾਨ ਕੀਤਾ ਗਿਆ। ਇਸ ਮੌਕੇ ਹੋਰਨਾਂ ਤੋਂ ਇਲਾਵਾ ਇਲਾਕੇ ਦੀਆਂ ਕਈ ਪ੍ਰਮੁੱਖ ਸ਼ਖ਼ਸੀਅਤਾਂ ਹਾਜ਼ਰ ਸਨ। <box>184 360 344 388</box>
electricity-headline: ਬਿਜਲੀ ਸੋਧ ਬਿੱਲ-2025 ਦੇ ਖ਼ਿਲਾਫ਼ ਯੂਨਾਈਟਿਡ ਇੰਜੀਨੀਅਰਾਂ ਵਲੋਂ ਰੋਸ ਪ੍ਰਦਰਸ਼ਨ <box>352 420 502 441</box>
color-swatch-yellow <box>80 1065 87 1072</box>
diwan-photo <box>512 540 667 600</box>
health-minister-caption: ਰਿਬਨ ਕੱਟ ਕੇ ਉਦਘਾਟਨ ਕਰਦੇ ਹੋਏ ਸਿਹਤ ਮੰਤਰੀ। <box>22 412 106 417</box>
gurmat-caption: ਗੁਰਮਤਿ ਕਾਲਜ ਦੇ ਵਿਦਿਆਰਥੀ ਜੇਤੂਆਂ ਨਾਲ। <box>512 868 588 873</box>
masthead-date: ਮੰਗਲਵਾਰ, 4 ਨਵੰਬਰ 2025 <box>380 71 457 79</box>
masthead-photo-monument <box>520 22 667 86</box>
page-number: 7 <box>494 51 504 66</box>
hariau-portrait <box>406 878 458 936</box>
heritage-caption: ਰਾਜਿੰਦਰਾ ਦੇ ਗੇਟ ਦੀ ਤਸਵੀਰ। <box>222 492 273 497</box>
heritage-body-2: ਪਟਿਆਲਾ, 3 ਨਵੰਬਰ (ਅਜੀਤ ਬਿਊਰੋ)-ਸਥਾਨਕ ਸੰਸਥਾ ਵਲੋਂ ਕਰਵਾਏ ਗਏ ਸਮਾਗਮ ਵਿਚ ਵੱਡੀ ਗਿਣਤੀ ਵਿਚ ਲੋਕਾਂ ਨੇ ਸ਼ਮੂਲੀਅਤ ਕੀਤੀ। ਇਸ ਮੌਕੇ ਮੁੱਖ ਮਹਿਮਾਨ ਨੇ ਆਪਣੇ ਵਿਚਾਰ ਸਾਂਝੇ ਕਰਦਿਆਂ ਕਿਹਾ ਕਿ ਸਮਾਜ ਦੀ ਭਲਾਈ ਲਈ ਸਾਰਿਆਂ ਨੂੰ ਮਿਲ ਕੇ ਕੰਮ ਕਰਨਾ ਚਾਹੀਦਾ ਹੈ। ਸਮਾਗਮ ਦੌਰਾਨ ਵੱਖ-ਵੱਖ ਪ੍ਰੋਗਰਾਮ ਪੇਸ਼ ਕੀਤੇ ਗਏ ਅਤੇ ਪ੍ਰਬੰਧਕਾਂ ਵਲੋਂ ਆਏ ਮਹਿਮਾਨਾਂ ਦਾ ਸਨਮਾਨ ਕੀਤਾ ਗਿਆ। ਇਸ ਮੌਕੇ ਹੋਰਨਾਂ ਤੋਂ ਇਲਾਵਾ ਇਲਾਕੇ ਦੀਆਂ ਕਈ ਪ੍ਰਮੁੱਖ ਸ਼ਖ਼ਸੀਅਤਾਂ ਹਾਜ਼ਰ ਸਨ। <box>288 396 344 469</box>
